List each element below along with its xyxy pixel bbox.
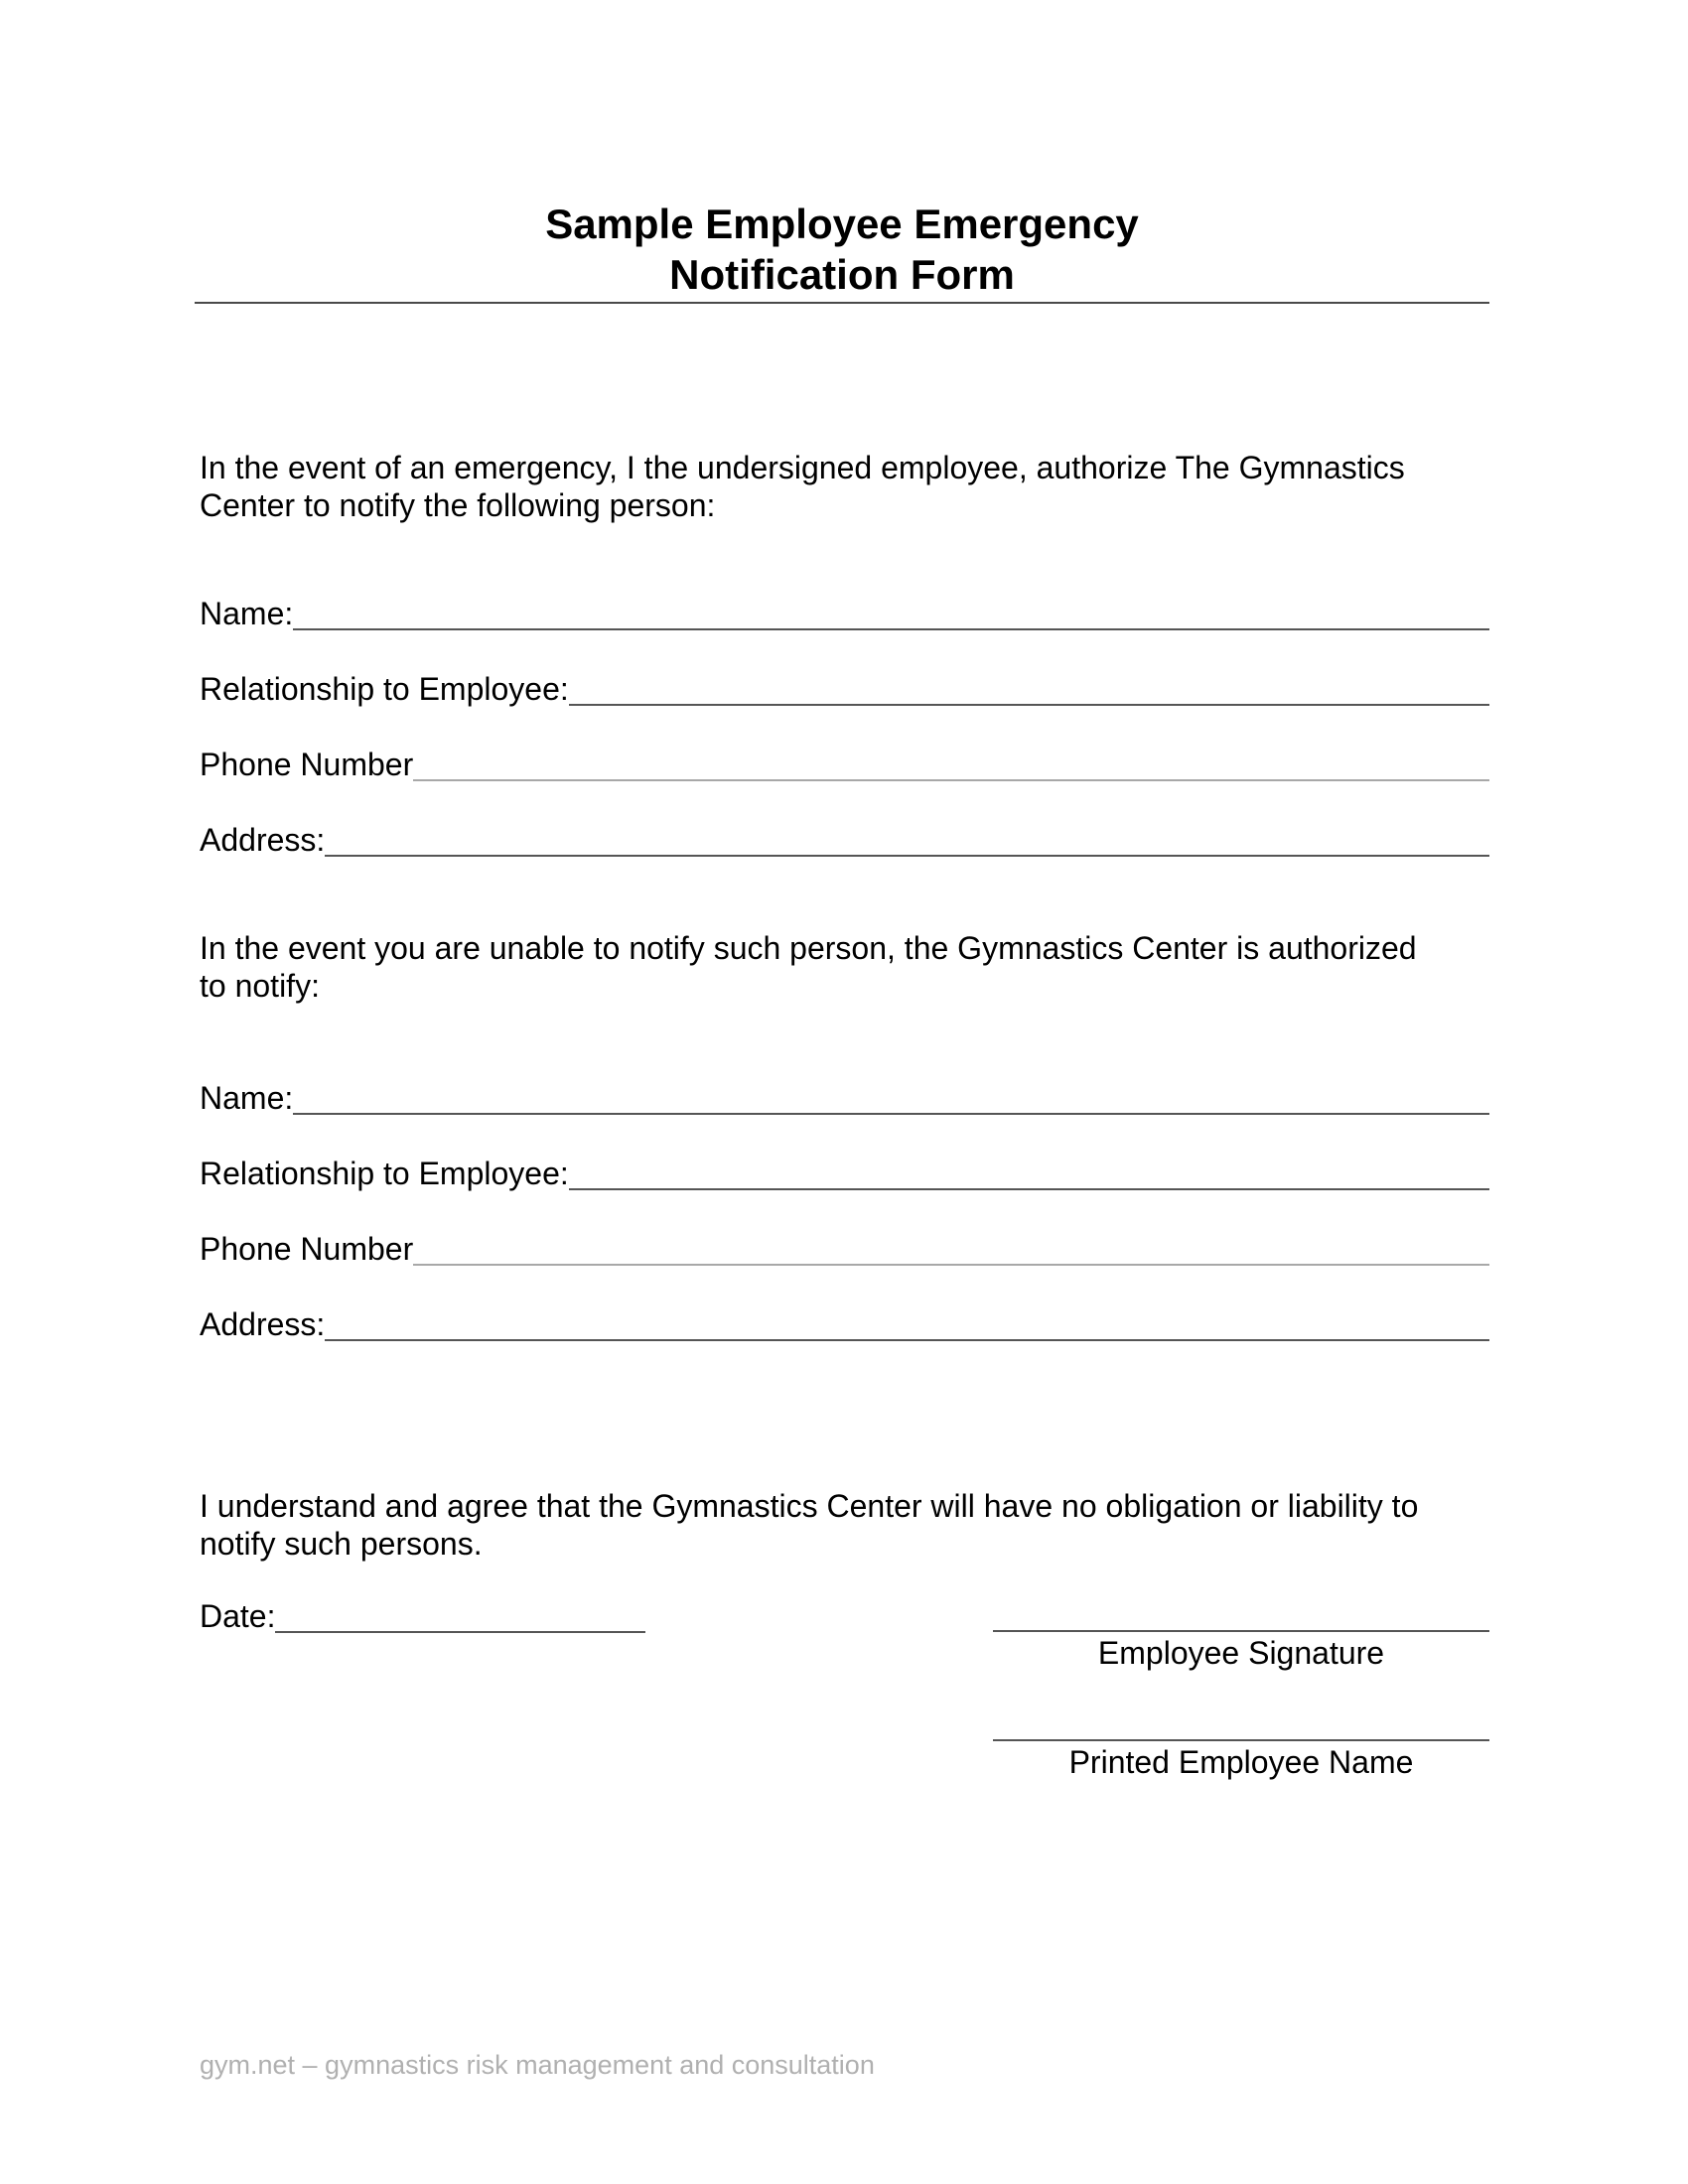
printed-name-line[interactable] xyxy=(993,1739,1489,1741)
primary-name-label: Name: xyxy=(200,596,294,631)
employee-signature-line[interactable] xyxy=(993,1630,1489,1632)
title-line-1: Sample Employee Emergency xyxy=(545,201,1139,247)
secondary-name-label: Name: xyxy=(200,1080,294,1116)
employee-signature-label: Employee Signature xyxy=(1097,1635,1385,1671)
primary-address-input-line[interactable] xyxy=(325,854,1489,857)
secondary-intro-line-2: to notify: xyxy=(200,968,320,1004)
intro-paragraph xyxy=(200,449,1510,524)
primary-phone-label: Phone Number xyxy=(200,747,414,782)
intro-line-2: Center to notify the following person: xyxy=(200,487,716,523)
title-line-2: Notification Form xyxy=(669,251,1015,298)
primary-relationship-input-line[interactable] xyxy=(569,703,1489,706)
secondary-relationship-input-line[interactable] xyxy=(569,1187,1489,1190)
secondary-intro-line-1: In the event you are unable to notify such person, the Gymnastics Center is authorized xyxy=(200,930,1417,966)
secondary-phone-input-line[interactable] xyxy=(413,1263,1489,1266)
secondary-intro-paragraph xyxy=(200,929,1510,1005)
date-label: Date: xyxy=(200,1598,276,1634)
primary-phone-field[interactable] xyxy=(200,743,1489,782)
page-title xyxy=(195,199,1489,300)
intro-line-1: In the event of an emergency, I the undersigned employee, authorize The Gymnastics xyxy=(200,450,1405,485)
date-input-line[interactable] xyxy=(275,1630,645,1633)
secondary-relationship-label: Relationship to Employee: xyxy=(200,1156,569,1191)
date-field[interactable] xyxy=(200,1594,645,1634)
secondary-phone-label: Phone Number xyxy=(200,1231,414,1267)
primary-phone-input-line[interactable] xyxy=(413,778,1489,781)
secondary-address-label: Address: xyxy=(200,1306,326,1342)
printed-name-label: Printed Employee Name xyxy=(1068,1744,1414,1780)
primary-name-input-line[interactable] xyxy=(293,627,1489,630)
secondary-address-input-line[interactable] xyxy=(325,1338,1489,1341)
secondary-phone-field[interactable] xyxy=(200,1227,1489,1267)
agreement-paragraph xyxy=(200,1487,1510,1563)
primary-address-field[interactable] xyxy=(200,818,1489,858)
primary-address-label: Address: xyxy=(200,822,326,858)
secondary-relationship-field[interactable] xyxy=(200,1152,1489,1191)
primary-relationship-label: Relationship to Employee: xyxy=(200,671,569,707)
secondary-name-field[interactable] xyxy=(200,1076,1489,1116)
agreement-line-2: notify such persons. xyxy=(200,1526,483,1562)
primary-name-field[interactable] xyxy=(200,592,1489,631)
secondary-name-input-line[interactable] xyxy=(293,1112,1489,1115)
agreement-line-1: I understand and agree that the Gymnastics Center will have no obligation or liability to xyxy=(200,1488,1419,1524)
title-divider xyxy=(195,302,1489,304)
primary-relationship-field[interactable] xyxy=(200,667,1489,707)
footer-text: gym.net – gymnastics risk management and consultation xyxy=(200,2050,875,2080)
secondary-address-field[interactable] xyxy=(200,1302,1489,1342)
